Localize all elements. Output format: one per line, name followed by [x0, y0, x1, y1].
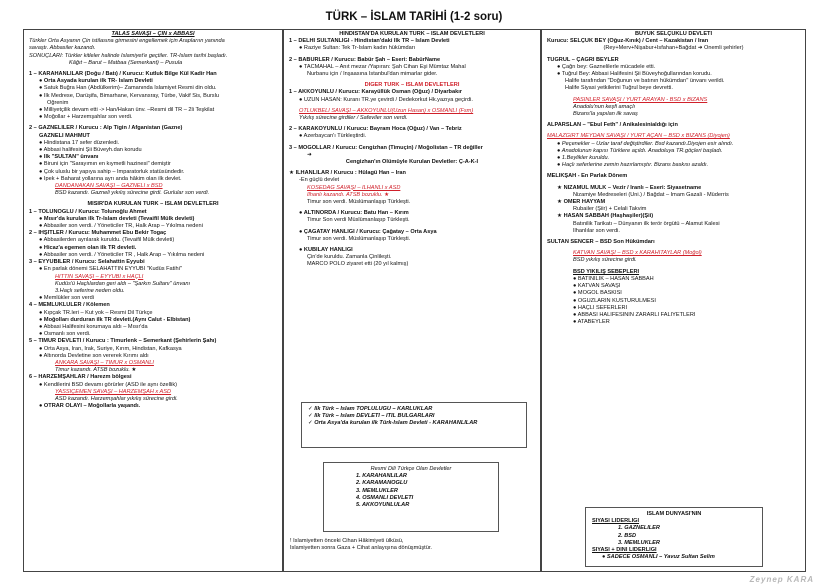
- text-line: OTLUKBELİ SAVAŞI – AKKOYUNLU(Uzun Hasan) x OSMANLI (Fsm): [299, 107, 474, 114]
- text-line: 3.Haçlı seferine neden oldu.: [55, 287, 125, 294]
- text-line: ● Moğollar + Harzemşahlar son verdi.: [39, 114, 133, 121]
- text-line: ● Anadolunun kapısı Türklere açıldı. Anadoluya TR.göçleri başladı.: [557, 147, 723, 154]
- text-line: Kâğıt – Barut – Matbaa (Semerkant) – Pusula: [69, 59, 183, 66]
- text-line: SONUÇLARI: Türkler kitleler halinde İslamiyet'e geçtiler. TR-İslam tarihi başladı.: [29, 52, 228, 59]
- text-line: ● Abbasi halifesini Şii Büveyh.dan korudu: [39, 147, 142, 154]
- text-line: YASSIÇEMEN SAVAŞI – HARZEMŞAH x ASD: [55, 388, 172, 395]
- text-line: 1 – TOLUNOĞLU / Kurucu: Tolunoğlu Ahmet: [29, 208, 147, 215]
- firsts-item: ✓ İlk Türk – İslam TOPLULUĞU – KARLUKLAR: [308, 406, 433, 412]
- text-line: Nizamiye Medreseleri (Üni.) / Bağdat – İmam Gazali - Müderris: [573, 191, 729, 198]
- text-line: ● Satuk Buğra Han (Abdülkerim)– Zamanında İslamiyet Resmi din oldu.: [39, 85, 217, 92]
- text-line: Kurucu: SELÇUK BEY (Oğuz-Kınık) / Cent – Kazakistan / İran: [547, 38, 709, 45]
- text-line: ● BATINİLİK – HASAN SABBAH: [573, 275, 654, 282]
- leadership-item: ● SADECE OSMANLI – Yavuz Sultan Selim: [602, 554, 715, 561]
- text-line: ● UZUN HASAN: Kuranı TR.ye çevirdi / Dedekorkut Hk.yazıya geçirdi.: [299, 96, 473, 103]
- text-line: KATVAN SAVAŞI – BSD x KARAHİTAYLAR (Moğol): [573, 250, 702, 257]
- text-line: ● En parlak dönemi SELAHATTİN EYYUBİ "Kudüs Fatihi": [39, 266, 182, 273]
- text-line: BSD YIKILIŞ SEBEPLERİ: [573, 268, 640, 275]
- text-line: ● Abbasiler son verdi. / Yöneticiler TR , Halk Arap – Yıkılma nedeni: [39, 251, 205, 258]
- text-line: 3 – MOĞOLLAR / Kurucu: Cengizhan (Timuçin) / Moğolistan – TR değiller: [289, 144, 483, 151]
- text-line: ● MOĞOL BASKISI: [573, 290, 622, 297]
- text-line: BSD kazandı. Gazneli yıkılış sürecine girdi. Gurlular son verdi.: [55, 190, 210, 197]
- gaza-note-line: İslamiyetten sonra Gaza + Cihat anlayışına dönüşmüştür.: [290, 545, 432, 552]
- text-line: ● Moğolları durduran ilk TR devleti.(Aynı Calut - Elbistan): [39, 316, 191, 323]
- official-language-item: 2. KARAMANOĞLU: [356, 480, 408, 487]
- text-line: Nurbanu için / İnşaasına İstanbul'dan mimarlar gider.: [307, 71, 438, 78]
- gaza-note-line: ! İslamiyetten önceki Cihan Hâkimiyeti ülküsü,: [290, 538, 404, 544]
- text-line: PASİNLER SAVAŞI / YURT ARAYAN - BSD x BİZANS: [573, 96, 708, 103]
- text-line: ● OTRAR OLAYI – Moğollarla yaşandı.: [39, 403, 141, 410]
- text-line: ● Hindistana 17 sefer düzenledi.: [39, 139, 120, 146]
- column-turk-islam-states: [23, 29, 283, 572]
- text-line: ● ÇAĞATAY HANLIĞI / Kurucu: Çağatay – Orta Asya: [299, 228, 437, 235]
- text-line: 2 – İHŞİTLER / Kurucu: Muhammet Ebu Bekir Togaç: [29, 230, 167, 237]
- text-line: ● ALTINORDA / Kurucu: Batu Han – Kırım: [299, 210, 409, 217]
- text-line: ● Abbasiler son verdi. / Yöneticiler TR, Halk Arap – Yıkılma nedeni: [39, 223, 203, 230]
- firsts-item: ✓ İlk Türk – İslam DEVLETİ – İTİL BULGARLARI: [308, 413, 435, 420]
- col3-lines: [547, 31, 800, 326]
- text-line: ● Orta Asya, İran, Irak, Suriye, Kırım, Hindistan, Kafkasya: [39, 345, 182, 352]
- text-line: ● Azerbaycan'ı Türkleştirdi.: [299, 133, 367, 140]
- text-line: MARCO POLO ziyaret etti (20 yıl kalmış): [307, 261, 409, 268]
- text-line: 5 – TİMUR DEVLETİ / Kurucu : Timurlenk – Semerkant (Şehirlerin Şahı): [29, 338, 217, 345]
- text-line: Timur kazandı. ATSB bozuklu. ★: [55, 367, 137, 374]
- text-line: KÖSEDAĞ SAVAŞI – İLHANLI x ASD: [307, 184, 401, 191]
- author-signature: Zeynep KARA: [749, 575, 814, 584]
- text-line: ● Biruni için "Sarayımın en kıymetli hazinesi" demiştir: [39, 161, 171, 168]
- text-line: DİĞER TÜRK – İSLAM DEVLETLERİ: [364, 82, 460, 89]
- text-line: ● Kıpçak TR.leri – Kut yok – Resmi Dil Türkçe: [39, 309, 153, 316]
- text-line: ● ATABEYLER: [573, 319, 610, 326]
- text-line: ● Raziye Sultan: Tek Tr-İslam kadın hükümdarı: [299, 45, 416, 52]
- text-line: Kudüs'ü Haçlılardan geri aldı – "Şarkın Sultanı" ünvanı: [55, 280, 191, 287]
- text-line: Halife Siyasi yetkilerini Tuğrul beye devretti.: [565, 85, 673, 92]
- text-line: Bizans'la yapılan ilk savaş: [573, 111, 638, 118]
- official-language-title: Resmi Dili Türkçe Olan Devletler: [370, 466, 452, 472]
- text-line: ● TACMAHAL – Anıt mezar /Yapıran: Şah Cihan Eşi Mümtaz Mahal: [299, 63, 466, 70]
- text-line: 2 – BABÜRLER / Kurucu: Babür Şah – Eseri: BabürName: [289, 56, 441, 63]
- firsts-item: ✓ Orta Asya'da kurulan ilk Türk-İslam Devleti - KARAHANLILAR: [308, 420, 478, 427]
- islam-leadership-box: [585, 507, 763, 567]
- text-line: ● İlk "SULTAN" ünvanı: [39, 154, 99, 161]
- text-line: 1 – KARAHANLILAR (Doğu / Batı) / Kurucu: Kutluk Bilge Kül Kadir Han: [29, 71, 217, 78]
- text-line: HİTTİN SAVAŞI – EYYUBİ x HAÇLI: [55, 273, 144, 280]
- text-line: ★ İLHANLILAR / Kurucu : Hülagü Han – İran: [289, 170, 406, 177]
- text-line: ● KATVAN SAVAŞI: [573, 283, 621, 290]
- text-line: 1 – AKKOYUNLU / Kurucu: Karayüllük Osman (Oğuz) / Diyarbakır: [289, 89, 462, 96]
- text-line: ● Çok uluslu bir yapıya sahip – İmparatorluk statüsündedir.: [39, 168, 185, 175]
- text-line: ● Abbasilerden ayrılarak kuruldu. (Tevaifil Mülk devleti): [39, 237, 175, 244]
- text-line: ● Hicaz'a egemen olan ilk TR devleti.: [39, 244, 137, 251]
- text-line: Halife tarafından "Doğunun ve batının hükümdarı" ünvanı verildi.: [565, 78, 725, 85]
- text-line: ● İpek + Baharat yollarına ayrı anda hâkim olan ilk devlet.: [39, 175, 182, 182]
- text-line: ● HAÇLI SEFERLERİ: [573, 304, 628, 311]
- text-line: savaştı. Abbasiler kazandı.: [29, 45, 96, 52]
- official-language-box: [323, 462, 499, 532]
- text-line: ● Kendilerini BSD devamı görürler (ASD ile aynı özellik): [39, 381, 177, 388]
- text-line: 6 – HARZEMŞAHLAR / Harezm bölgesi: [29, 374, 132, 381]
- text-line: ● ABBASİ HALİFESİNİN ZARARLI FALİYETLERİ: [573, 311, 696, 318]
- text-line: 3 – EYYUBİLER / Kurucu: Selahattin Eyyubi: [29, 259, 145, 266]
- official-language-item: 3. MEMLÜKLER: [356, 487, 398, 494]
- text-line: ➜: [307, 151, 312, 158]
- text-line: İlhanlılar son verdi.: [573, 227, 620, 234]
- text-line: ● KUBİLAY HANLIĞI: [299, 247, 353, 254]
- column-buyuk-selcuklu: [541, 29, 806, 572]
- text-line: ★ HASAN SABBAH (Haşhaşiler)(Şii): [557, 213, 654, 220]
- text-line: Timur son verdi. Müslümanlaşıp Türkleşti.: [307, 199, 411, 206]
- text-line: Yıkılış sürecine girdiler / Safeviler son verdi.: [299, 115, 408, 122]
- text-line: BSD yıkılış sürecine girdi.: [573, 257, 637, 264]
- leadership-item: 1. GAZNELİLER: [618, 525, 660, 532]
- text-line: ● Osmanlı son verdi.: [39, 331, 91, 338]
- text-line: Batınilik Tarikatı – Dünyanın ilk terör örgütü – Alamut Kalesi: [573, 220, 720, 227]
- text-line: İlhanlı kazandı. ATSB bozuklu. ★: [307, 191, 390, 198]
- text-line: SULTAN SENCER – BSD Son Hükümdarı: [547, 239, 655, 246]
- text-line: ASD kazandı. Harzemşahlar yıkılış sürecine girdi.: [55, 395, 178, 402]
- leadership-religious-heading: SİYASİ + DİNİ LİDERLİĞİ: [592, 547, 657, 554]
- text-line: GAZNELİ MAHMUT: [39, 132, 90, 139]
- leadership-item: 2. BSD: [618, 532, 637, 539]
- text-line: ● Abbasi Halifesini korumaya aldı – Mısır'da: [39, 323, 148, 330]
- text-line: ● Altınorda Devletine son vererek Kırımı aldı: [39, 352, 149, 359]
- text-line: ★ ÖMER HAYYAM: [557, 199, 606, 206]
- leadership-item: 3. MEMLÜKLER: [618, 539, 660, 546]
- text-line: (Rey+Merv+Nişabur+İsfahan+Bağdat ➜ Önemli şehirler): [603, 45, 744, 52]
- text-line: 2 – KARAKOYUNLU / Kurucu: Bayram Hoca (Oğuz) / Van – Tebriz: [289, 126, 462, 133]
- text-line: 1 – DELHİ SULTANLIĞI - Hindistan'daki İlk TR – İslam Devleti: [289, 38, 450, 45]
- text-line: ● Mısır'da kurulan ilk Tr-İslam devleti (Tevaifil Mülk devleti): [39, 215, 195, 222]
- text-line: MELİKŞAH - En Parlak Dönem: [547, 173, 628, 180]
- text-line: Timur Son verdi Müslümanlaşıp Türkleşti.: [307, 217, 410, 224]
- text-line: Öğrenim: [47, 99, 69, 106]
- text-line: 4 – MEMLÜKLÜLER / Kölemen: [29, 302, 110, 309]
- text-line: BÜYÜK SELÇUKLU DEVLETİ: [634, 31, 713, 37]
- text-line: ALPARSLAN – "Ebul Feth" / Anikalesinialdığı için: [547, 122, 678, 129]
- text-line: ● Orta Asyada kurulan ilk TR- İslam Devleti: [39, 78, 153, 85]
- text-line: ● Peçenekler – Uzlar taraf değiştirdiler. Bsd kazandı.Diyojen esir alındı.: [557, 140, 734, 147]
- column-hindistan-and-other-states: [283, 29, 541, 572]
- text-line: ● 1.Beylikler kuruldu.: [557, 155, 610, 162]
- leadership-title: İSLAM DÜNYASI'NIN: [646, 511, 702, 517]
- text-line: DANDANAKAN SAVAŞI – GAZNELİ x BSD: [55, 183, 163, 190]
- text-line: TUĞRUL – ÇAĞRI BEYLER: [547, 56, 619, 63]
- gaza-note: [290, 538, 432, 552]
- text-line: Rubailer (Şiir) + Celali Takvim: [573, 206, 647, 213]
- text-line: ● Çağrı bey: Gaznelilerle mücadele etti.: [557, 63, 656, 70]
- official-language-item: 5. AKKOYUNLULAR: [356, 502, 410, 509]
- text-line: Anadolu'nun keşfi amaçlı: [573, 103, 636, 110]
- page-title: TÜRK – İSLAM TARİHİ (1-2 soru): [325, 11, 503, 23]
- text-line: -En güçlü devlet: [299, 177, 340, 184]
- text-line: ● OĞUZLARIN KÜSTÜRÜLMESİ: [573, 297, 656, 304]
- text-line: Cengizhan'ın Ölümüyle Kurulan Devletler: Ç-A-K-İ: [345, 159, 479, 166]
- text-line: 2 – GAZNELİLER / Kurucu : Alp Tigin / Afganistan (Gazne): [29, 125, 183, 132]
- text-line: ● Haçlı seferlerine zemin hazırlamıştır. Bizans baskısı azaldı.: [557, 162, 709, 169]
- text-line: Çin'de kuruldu. Zamanla Çinlileşti.: [307, 254, 392, 261]
- official-language-item: 4. OSMANLI DEVLETİ: [356, 494, 414, 501]
- col1-lines: [29, 31, 277, 410]
- text-line: MALAZGİRT MEYDAN SAVAŞI / YURT AÇAN – BSD x BİZANS (Diyojen): [547, 133, 730, 140]
- text-line: ● Tuğrul Bey: Abbasi Halifesini Şii Büveyhoğullarından korudu.: [557, 71, 712, 78]
- official-language-item: 1. KARAHANLILAR: [356, 473, 407, 480]
- text-line: ANKARA SAVAŞI – TİMUR x OSMANLI: [55, 359, 154, 366]
- text-line: ● İlk Medrese, Darüşifa, Bimarhane, Kervansray, Türbe, Vakif Sis, Burslu: [39, 92, 219, 99]
- text-line: TALAS SAVAŞI – ÇİN x ABBASİ: [111, 31, 195, 37]
- text-line: MISIR'DA KURULAN TÜRK – İSLAM DEVLETLERİ: [87, 201, 219, 208]
- text-line: ● Memlükler son verdi: [39, 295, 94, 302]
- leadership-political-heading: SİYASİ LİDERLİĞİ: [592, 518, 640, 525]
- text-line: ● Milliyetçilik devam etti -> Han/Hakan ünv. –Resmi dil TR – 2li Teşkilat: [39, 107, 215, 114]
- text-line: HİNDİSTAN'DA KURULAN TÜRK – İSLAM DEVLETLERİ: [339, 31, 485, 37]
- col2-lines: [289, 31, 535, 269]
- text-line: Timur son verdi. Müslümanlaşıp Türkleşti.: [307, 235, 411, 242]
- firsts-box: [301, 402, 527, 448]
- text-line: ★ NİZAMÜL MÜLK – Vezir / İranlı – Eseri: Siyasetname: [557, 184, 702, 191]
- text-line: Türkler Orta Asyanın Çin istilasına girmesini engellemek için Araplarıın yanında: [29, 38, 225, 45]
